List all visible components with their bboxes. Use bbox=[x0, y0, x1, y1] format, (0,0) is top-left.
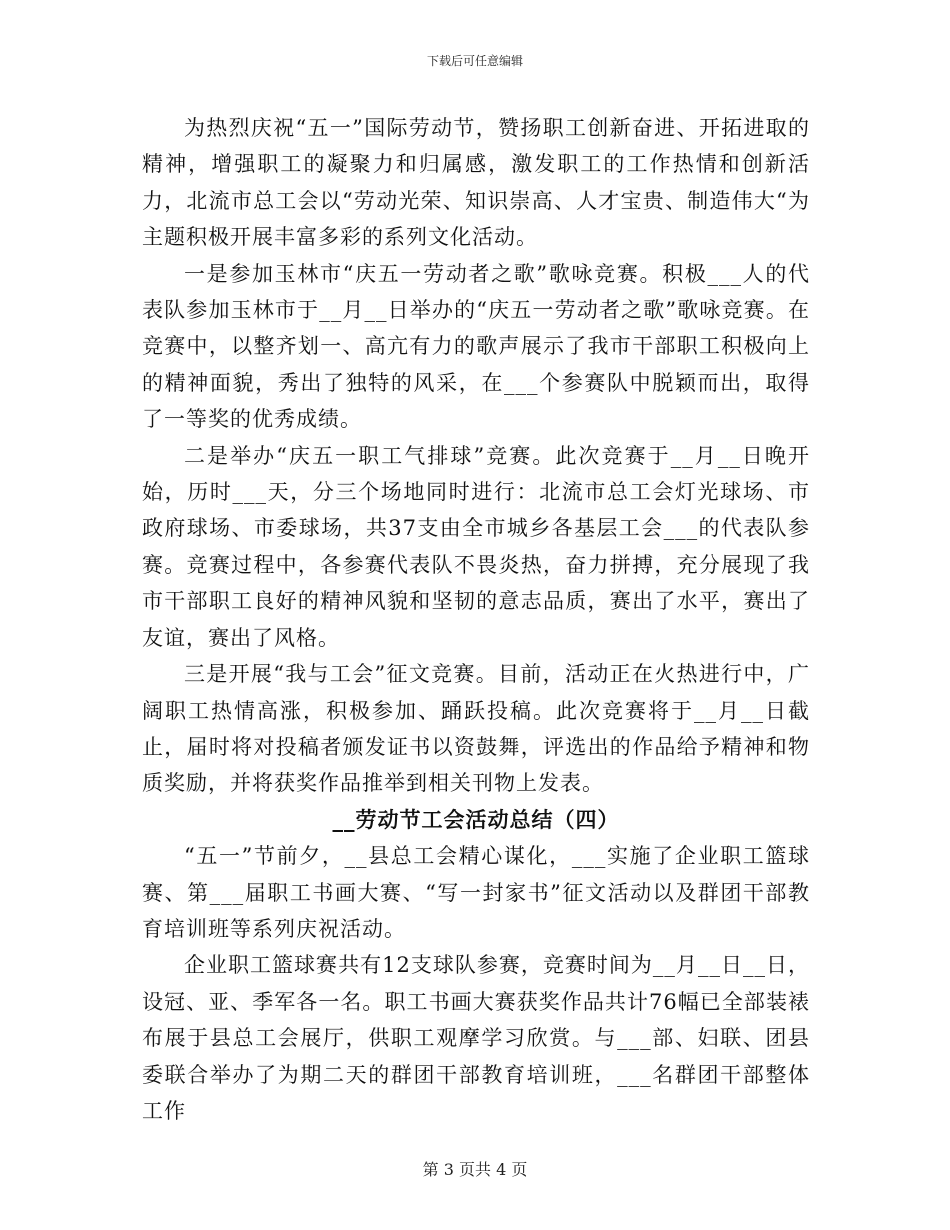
page-header-note: 下载后可任意编辑 bbox=[426, 54, 523, 68]
paragraph-intro: 为热烈庆祝“五一”国际劳动节，赞扬职工创新奋进、开拓进取的精神，增强职工的凝聚力和归属感，激发职工的工作热情和创新活力，北流市总工会以“劳动光荣、知识崇高、人才宝贵、制造伟大“为主题积极开展丰富多彩的系列文化活动。 bbox=[142, 116, 810, 250]
paragraph-singing-contest: 一是参加玉林市“庆五一劳动者之歌”歌咏竞赛。积极___人的代表队参加玉林市于__月__日举办的“庆五一劳动者之歌”歌咏竞赛。在竞赛中，以整齐划一、高亢有力的歌声展示了我市干部职工积极向上的精神面貌，秀出了独特的风采，在___个参赛队中脱颖而出，取得了一等奖的优秀成绩。 bbox=[142, 261, 810, 432]
page-number: 第 3 页共 4 页 bbox=[422, 1160, 528, 1179]
paragraph-volleyball-contest: 二是举办“庆五一职工气排球”竞赛。此次竞赛于__月__日晚开始，历时___天，分三个场地同时进行：北流市总工会灯光球场、市政府球场、市委球场，共37支由全市城乡各基层工会___的代表队参赛。竞赛过程中，各参赛代表队不畏炎热，奋力拼搏，充分展现了我市干部职工良好的精神风貌和坚韧的意志品质，赛出了水平，赛出了友谊，赛出了风格。 bbox=[142, 443, 810, 650]
section-title: __劳动节工会活动总结（四） bbox=[332, 806, 620, 832]
document-body bbox=[142, 110, 810, 1129]
paragraph-county-activities: “五一”节前夕，__县总工会精心谋化，___实施了企业职工篮球赛、第___届职工书画大赛、“写一封家书”征文活动以及群团干部教育培训班等系列庆祝活动。 bbox=[142, 844, 810, 941]
paragraph-essay-contest: 三是开展“我与工会”征文竞赛。目前，活动正在火热进行中，广阔职工热情高涨，积极参加、踊跃投稿。此次竞赛将于__月__日截止，届时将对投稿者颁发证书以资鼓舞，评选出的作品给予精神和物质奖励，并将获奖作品推举到相关刊物上发表。 bbox=[142, 662, 810, 796]
paragraph-basketball-details: 企业职工篮球赛共有12支球队参赛，竞赛时间为__月__日__日，设冠、亚、季军各一名。职工书画大赛获奖作品共计76幅已全部装裱布展于县总工会展厅，供职工观摩学习欣赏。与___部、妇联、团县委联合举办了为期二天的群团干部教育培训班，___名群团干部整体工作 bbox=[142, 953, 810, 1123]
